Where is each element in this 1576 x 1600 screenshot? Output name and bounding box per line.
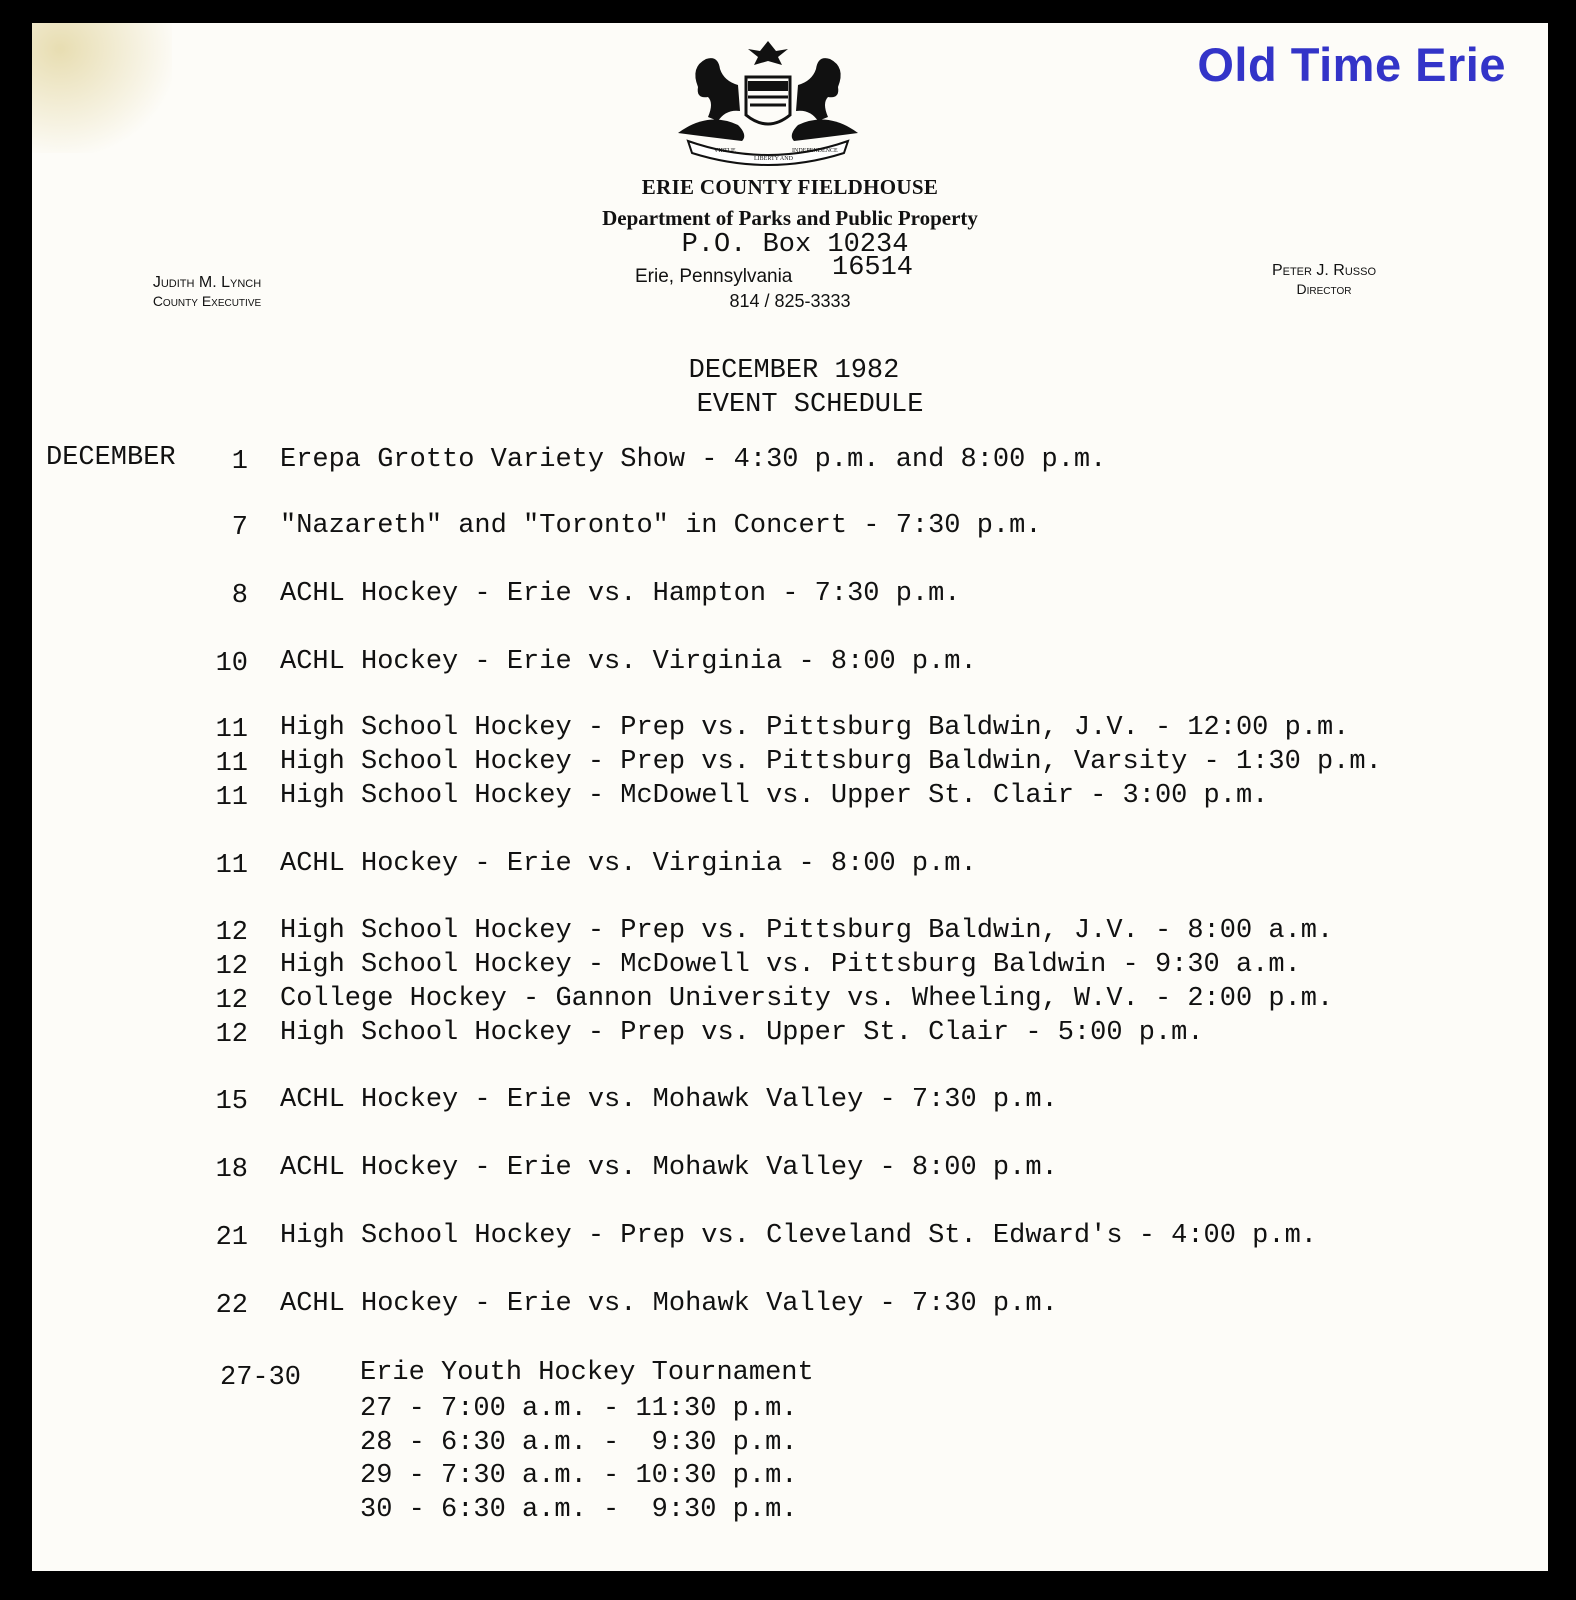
seal-motto-center: LIBERTY AND — [754, 156, 793, 162]
seal-motto-left: VIRTUE — [714, 148, 736, 154]
event-day: 1 — [231, 447, 248, 477]
event-description: Erepa Grotto Variety Show - 4:30 p.m. and 8:00 p.m. — [280, 445, 1107, 475]
event-day: 11 — [215, 783, 248, 813]
event-day: 21 — [215, 1223, 248, 1253]
event-description: High School Hockey - Prep vs. Pittsburg Baldwin, J.V. - 8:00 a.m. — [280, 916, 1334, 946]
event-description: ACHL Hockey - Erie vs. Hampton - 7:30 p.m. — [280, 579, 961, 609]
event-day: 12 — [215, 918, 248, 948]
city-state: Erie, Pennsylvania — [635, 266, 793, 287]
month-label: DECEMBER — [46, 443, 176, 473]
event-day: 8 — [231, 581, 248, 611]
event-description: ACHL Hockey - Erie vs. Virginia - 8:00 p.m. — [280, 849, 977, 879]
director-title: Director — [1296, 281, 1352, 297]
event-description: High School Hockey - Prep vs. Pittsburg Baldwin, Varsity - 1:30 p.m. — [280, 747, 1382, 777]
seal-motto-right: INDEPENDENCE — [792, 148, 838, 154]
schedule-title: EVENT SCHEDULE — [696, 390, 924, 420]
event-day: 18 — [215, 1155, 248, 1185]
tournament-name: Erie Youth Hockey Tournament — [360, 1358, 814, 1388]
director-block — [1254, 261, 1394, 299]
event-day: 12 — [215, 952, 248, 982]
tournament-day: 28 - 6:30 a.m. - 9:30 p.m. — [360, 1428, 798, 1458]
event-day: 12 — [215, 1020, 248, 1050]
event-day: 11 — [215, 715, 248, 745]
event-day: 11 — [215, 749, 248, 779]
event-description: High School Hockey - Prep vs. Upper St. Clair - 5:00 p.m. — [280, 1018, 1204, 1048]
event-description: ACHL Hockey - Erie vs. Mohawk Valley - 7:30 p.m. — [280, 1085, 1058, 1115]
event-description: High School Hockey - Prep vs. Pittsburg Baldwin, J.V. - 12:00 p.m. — [280, 713, 1350, 743]
phone-number: 814 / 825-3333 — [729, 291, 851, 311]
event-day: 10 — [215, 649, 248, 679]
event-description: High School Hockey - McDowell vs. Upper St. Clair - 3:00 p.m. — [280, 781, 1269, 811]
zip-code: 16514 — [832, 253, 914, 283]
event-description: "Nazareth" and "Toronto" in Concert - 7:30 p.m. — [280, 511, 1042, 541]
event-day: 11 — [215, 851, 248, 881]
county-executive-block — [122, 273, 292, 311]
event-description: ACHL Hockey - Erie vs. Mohawk Valley - 8:00 p.m. — [280, 1153, 1058, 1183]
watermark: Old Time Erie — [1197, 38, 1506, 91]
letter-page — [32, 23, 1548, 1571]
po-box: P.O. Box 10234 — [681, 230, 909, 260]
event-day: 22 — [215, 1291, 248, 1321]
event-description: ACHL Hockey - Erie vs. Virginia - 8:00 p.m. — [280, 647, 977, 677]
event-description: High School Hockey - Prep vs. Cleveland St. Edward's - 4:00 p.m. — [280, 1221, 1317, 1251]
event-description: ACHL Hockey - Erie vs. Mohawk Valley - 7:30 p.m. — [280, 1289, 1058, 1319]
tournament-day: 29 - 7:30 a.m. - 10:30 p.m. — [360, 1461, 798, 1491]
pennsylvania-seal-icon — [668, 37, 868, 167]
tournament-range: 27-30 — [220, 1363, 302, 1393]
county-executive-title: County Executive — [152, 293, 262, 309]
director-name: Peter J. Russo — [1271, 262, 1377, 279]
org-name: ERIE COUNTY FIELDHOUSE — [641, 175, 939, 199]
schedule-month-title: DECEMBER 1982 — [688, 356, 900, 386]
event-day: 7 — [231, 513, 248, 543]
event-description: College Hockey - Gannon University vs. Wheeling, W.V. - 2:00 p.m. — [280, 984, 1334, 1014]
paper-stain — [32, 23, 172, 153]
event-day: 12 — [215, 986, 248, 1016]
event-description: High School Hockey - McDowell vs. Pittsburg Baldwin - 9:30 a.m. — [280, 950, 1301, 980]
tournament-day: 30 - 6:30 a.m. - 9:30 p.m. — [360, 1495, 798, 1525]
event-day: 15 — [215, 1087, 248, 1117]
department-name: Department of Parks and Public Property — [602, 206, 978, 230]
county-executive-name: Judith M. Lynch — [152, 274, 262, 291]
tournament-day: 27 - 7:00 a.m. - 11:30 p.m. — [360, 1394, 798, 1424]
